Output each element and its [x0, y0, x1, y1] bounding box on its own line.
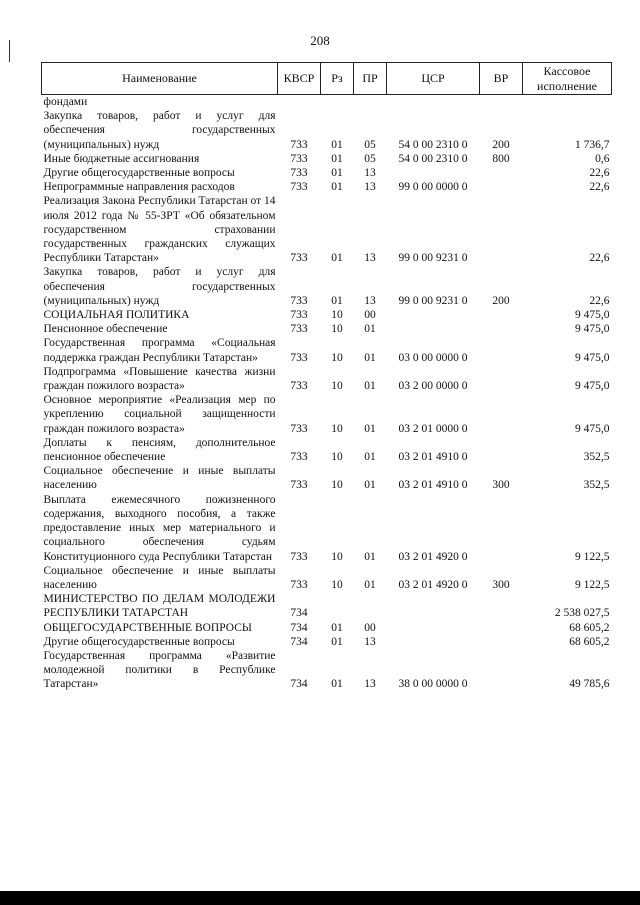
table-row — [42, 322, 612, 336]
cell-rz: 10 — [331, 351, 343, 364]
cell-name: Государственная программа «Развитие молодежной политики в Республике Татарстан» — [43, 649, 276, 691]
table-row — [42, 464, 612, 492]
cell-rz: 01 — [331, 678, 343, 691]
cell-rz: 10 — [331, 323, 343, 336]
table-row — [42, 393, 612, 436]
cell-csr: 99 0 00 0000 0 — [398, 181, 468, 194]
cell-amount: 1 736,7 — [575, 138, 610, 151]
cell-vr: 300 — [492, 479, 510, 492]
cell-amount: 9 475,0 — [575, 380, 610, 393]
cell-amount: 9 475,0 — [575, 323, 610, 336]
cell-csr — [387, 621, 480, 635]
cell-kvsr: 733 — [290, 479, 308, 492]
table-row — [42, 95, 612, 110]
cell-vr — [480, 166, 523, 180]
cell-vr — [480, 180, 523, 194]
table-row — [42, 166, 612, 180]
cell-amount: 9 475,0 — [575, 351, 610, 364]
cell-pr: 01 — [364, 550, 376, 563]
cell-kvsr: 733 — [290, 181, 308, 194]
header-name: Наименование — [42, 63, 278, 95]
cell-vr — [480, 621, 523, 635]
cell-kvsr: 733 — [290, 167, 308, 180]
cell-pr: 13 — [364, 252, 376, 265]
cell-vr: 200 — [492, 294, 510, 307]
cell-rz: 10 — [331, 422, 343, 435]
cell-amount: 22,6 — [589, 167, 610, 180]
cell-kvsr — [278, 95, 321, 110]
cell-amount: 352,5 — [583, 451, 610, 464]
cell-name: Закупка товаров, работ и услуг для обеспечения государственных (муниципальных) нужд — [43, 266, 276, 307]
header-vr: ВР — [480, 63, 523, 95]
cell-csr — [387, 322, 480, 336]
table-row — [42, 635, 612, 649]
cell-amount — [523, 95, 612, 110]
table-row — [42, 592, 612, 620]
cell-name: Непрограммные направления расходов — [43, 181, 235, 194]
cell-name: Социальное обеспечение и иные выплаты населению — [43, 465, 276, 492]
cell-kvsr: 733 — [290, 550, 308, 563]
cell-kvsr: 733 — [290, 252, 308, 265]
scan-bottom-edge — [0, 891, 640, 905]
cell-rz: 10 — [331, 451, 343, 464]
cell-kvsr: 734 — [290, 635, 308, 648]
cell-csr — [387, 95, 480, 110]
cell-kvsr: 733 — [290, 422, 308, 435]
table-row — [42, 564, 612, 592]
cell-name: Иные бюджетные ассигнования — [43, 152, 200, 165]
cell-vr — [480, 194, 523, 265]
cell-amount: 0,6 — [595, 152, 610, 165]
cell-pr: 00 — [364, 621, 376, 634]
table-header-row — [42, 63, 612, 95]
cell-csr — [387, 308, 480, 322]
cell-csr: 38 0 00 0000 0 — [398, 678, 468, 691]
cell-kvsr: 733 — [290, 138, 308, 151]
cell-rz: 01 — [331, 152, 343, 165]
cell-amount: 22,6 — [589, 294, 610, 307]
cell-pr: 05 — [364, 138, 376, 151]
cell-csr: 99 0 00 9231 0 — [398, 294, 468, 307]
cell-pr: 01 — [364, 422, 376, 435]
table-row — [42, 436, 612, 464]
cell-kvsr: 733 — [290, 294, 308, 307]
cell-rz — [321, 592, 354, 620]
cell-amount: 68 605,2 — [569, 621, 610, 634]
table-row — [42, 194, 612, 265]
cell-rz — [321, 95, 354, 110]
cell-name: Социальное обеспечение и иные выплаты населению — [43, 564, 276, 591]
cell-vr: 200 — [492, 138, 510, 151]
cell-name: Выплата ежемесячного пожизненного содержания, выходного пособия, а также предоставление иных мер материального и социального обеспечения судьям Конституционного суда Республики Татарстан — [43, 493, 276, 563]
cell-name: ОБЩЕГОСУДАРСТВЕННЫЕ ВОПРОСЫ — [43, 621, 252, 634]
cell-rz: 10 — [331, 550, 343, 563]
margin-mark — [9, 40, 10, 62]
cell-amount: 9 475,0 — [575, 309, 610, 322]
cell-rz: 01 — [331, 252, 343, 265]
table-row — [42, 265, 612, 308]
cell-pr: 13 — [364, 678, 376, 691]
cell-pr: 01 — [364, 380, 376, 393]
cell-vr — [480, 322, 523, 336]
cell-csr: 03 2 01 0000 0 — [398, 422, 468, 435]
cell-rz: 10 — [331, 309, 343, 322]
cell-rz: 01 — [331, 635, 343, 648]
cell-pr: 01 — [364, 323, 376, 336]
cell-csr: 03 2 01 4920 0 — [398, 550, 468, 563]
cell-name: Реализация Закона Республики Татарстан от 14 июля 2012 года № 55-ЗРТ «Об обязательном государственном страховании государственных гражданских служащих Республики Татарстан» — [43, 195, 276, 265]
cell-rz: 01 — [331, 167, 343, 180]
page-number: 208 — [310, 33, 330, 48]
cell-kvsr: 733 — [290, 152, 308, 165]
table-row — [42, 649, 612, 692]
cell-kvsr: 734 — [290, 621, 308, 634]
cell-vr — [480, 365, 523, 393]
header-kvsr: КВСР — [278, 63, 321, 95]
cell-amount: 22,6 — [589, 252, 610, 265]
header-amount: Кассовое исполнение — [523, 63, 612, 95]
cell-pr: 01 — [364, 479, 376, 492]
cell-csr: 03 2 01 4920 0 — [398, 578, 468, 591]
cell-pr: 13 — [364, 181, 376, 194]
cell-amount: 22,6 — [589, 181, 610, 194]
cell-kvsr: 734 — [290, 607, 308, 620]
cell-name: СОЦИАЛЬНАЯ ПОЛИТИКА — [43, 309, 190, 322]
cell-pr: 00 — [364, 309, 376, 322]
cell-name: фондами — [43, 96, 88, 108]
cell-name: Другие общегосударственные вопросы — [43, 635, 235, 648]
cell-kvsr: 734 — [290, 678, 308, 691]
cell-vr — [480, 308, 523, 322]
cell-pr: 13 — [364, 294, 376, 307]
cell-rz: 01 — [331, 181, 343, 194]
cell-pr: 13 — [364, 635, 376, 648]
cell-vr: 300 — [492, 578, 510, 591]
table-row — [42, 109, 612, 152]
cell-name: Государственная программа «Социальная поддержка граждан Республики Татарстан» — [43, 337, 276, 364]
cell-name: МИНИСТЕРСТВО ПО ДЕЛАМ МОЛОДЕЖИ РЕСПУБЛИКИ ТАТАРСТАН — [43, 593, 276, 620]
cell-kvsr: 733 — [290, 451, 308, 464]
cell-name: Подпрограмма «Повышение качества жизни граждан пожилого возраста» — [43, 365, 276, 393]
cell-kvsr: 733 — [290, 380, 308, 393]
table-row — [42, 152, 612, 166]
cell-rz: 01 — [331, 621, 343, 634]
cell-rz: 10 — [331, 380, 343, 393]
cell-pr — [354, 95, 387, 110]
cell-vr — [480, 635, 523, 649]
cell-csr: 99 0 00 9231 0 — [398, 252, 468, 265]
cell-csr: 03 2 00 0000 0 — [398, 380, 468, 393]
cell-rz: 10 — [331, 578, 343, 591]
header-csr: ЦСР — [387, 63, 480, 95]
budget-table — [41, 62, 612, 692]
cell-pr: 01 — [364, 351, 376, 364]
cell-vr — [480, 393, 523, 436]
header-pr: ПР — [354, 63, 387, 95]
cell-rz: 01 — [331, 138, 343, 151]
cell-name: Закупка товаров, работ и услуг для обеспечения государственных (муниципальных) нужд — [43, 110, 276, 151]
table-row — [42, 180, 612, 194]
cell-kvsr: 733 — [290, 578, 308, 591]
cell-pr: 01 — [364, 451, 376, 464]
cell-kvsr: 733 — [290, 323, 308, 336]
cell-amount: 9 122,5 — [575, 550, 610, 563]
table-row — [42, 336, 612, 364]
cell-amount: 49 785,6 — [569, 678, 610, 691]
cell-vr — [480, 592, 523, 620]
cell-csr: 54 0 00 2310 0 — [398, 152, 468, 165]
cell-amount: 2 538 027,5 — [554, 607, 610, 620]
cell-vr: 800 — [492, 152, 510, 165]
cell-pr: 13 — [364, 167, 376, 180]
cell-csr: 03 2 01 4910 0 — [398, 451, 468, 464]
cell-vr — [480, 95, 523, 110]
table-row — [42, 621, 612, 635]
cell-amount: 352,5 — [583, 479, 610, 492]
cell-amount: 9 475,0 — [575, 422, 610, 435]
cell-pr: 01 — [364, 578, 376, 591]
cell-amount: 9 122,5 — [575, 578, 610, 591]
table-row — [42, 493, 612, 564]
table-row — [42, 308, 612, 322]
cell-vr — [480, 649, 523, 692]
cell-name: Другие общегосударственные вопросы — [43, 167, 235, 180]
header-rz: Рз — [321, 63, 354, 95]
cell-csr: 03 2 01 4910 0 — [398, 479, 468, 492]
cell-csr — [387, 166, 480, 180]
cell-vr — [480, 436, 523, 464]
cell-rz: 01 — [331, 294, 343, 307]
cell-rz: 10 — [331, 479, 343, 492]
cell-vr — [480, 493, 523, 564]
cell-csr: 03 0 00 0000 0 — [398, 351, 468, 364]
cell-vr — [480, 336, 523, 364]
cell-name: Доплаты к пенсиям, дополнительное пенсионное обеспечение — [43, 436, 276, 464]
cell-csr: 54 0 00 2310 0 — [398, 138, 468, 151]
cell-kvsr: 733 — [290, 309, 308, 322]
cell-pr — [354, 592, 387, 620]
table-row — [42, 365, 612, 393]
cell-csr — [387, 592, 480, 620]
cell-name: Основное мероприятие «Реализация мер по укреплению социальной защищенности граждан пожилого возраста» — [43, 394, 276, 435]
cell-amount: 68 605,2 — [569, 635, 610, 648]
cell-csr — [387, 635, 480, 649]
cell-name: Пенсионное обеспечение — [43, 323, 168, 336]
cell-pr: 05 — [364, 152, 376, 165]
cell-kvsr: 733 — [290, 351, 308, 364]
